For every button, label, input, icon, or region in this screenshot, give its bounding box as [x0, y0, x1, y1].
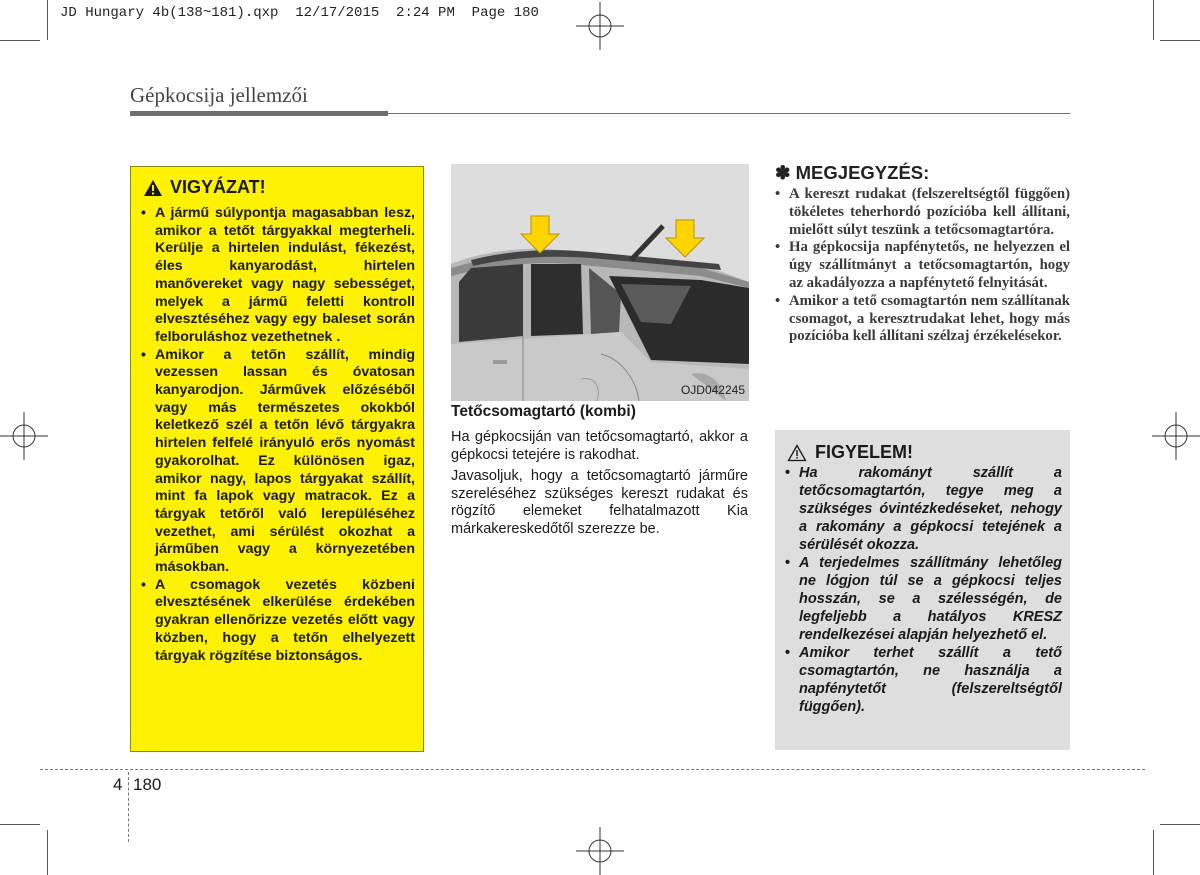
caution-item: • Ha rakományt szállít a tetőcsomagtartón, tegye meg a szükséges óvintézkedéseket, nehogy a rakomány a gépkocsi tetejének a sérülését okozza.: [785, 464, 1062, 554]
warning-triangle-icon: [143, 179, 163, 197]
roof-rack-figure: [451, 164, 749, 401]
crop-mark: [1153, 830, 1154, 875]
crop-mark: [1153, 0, 1154, 40]
footer-rule: [40, 769, 1145, 770]
note-item: • Ha gépkocsija napfénytetős, ne helyezzen el úgy szállítmányt a tetőcsomagtartón, hogy az akadályozza a napfénytető felnyitását.: [775, 239, 1070, 292]
registration-mark-icon: [576, 827, 624, 875]
warning-item: • Amikor a tetőn szállít, mindig vezessen lassan és óvatosan kanyarodjon. Járművek előzéséből vagy más természetes okokból keletkező szél a tetőn lévő tárgyakra hirtelen felfelé irányuló erős nyomást gyakorolhat. Ez különösen igaz, amikor nagy, lapos tárgyakat szállít, mint fa lapok vagy matracok. Ez a tárgyak tetőről való lerepüléséhez vezethet, ami sérülést okozhat a járműben vagy a környezetében másokban.: [141, 347, 415, 577]
header-rule: [388, 113, 1070, 114]
caution-heading: [787, 442, 913, 463]
caution-item: • Amikor terhet szállít a tető csomagtartón, ne használja a napfénytetőt (felszereltségtől függően).: [785, 644, 1062, 716]
warning-item: • A jármű súlypontja magasabban lesz, amikor a tetőt tárgyakkal megterheli. Kerülje a hirtelen indulást, fékezést, éles kanyarodást, hirtelen manővereket vagy nagy sebességet, melyek a jármű feletti kontroll elvesztéséhez vagy egy baleset során felboruláshoz vezethetnek .: [141, 205, 415, 347]
caution-list: [785, 464, 1062, 716]
chapter-number: 4: [113, 775, 123, 794]
registration-mark-icon: [1152, 412, 1200, 460]
caution-box: [775, 430, 1070, 750]
body-paragraph: Ha gépkocsiján van tetőcsomagtartó, akkor a gépkocsi tetejére is rakodhat.: [451, 429, 748, 463]
caution-title: FIGYELEM!: [815, 442, 913, 462]
crop-mark: [47, 0, 48, 40]
warning-item: • A csomagok vezetés közbeni elvesztésének elkerülése érdekében gyakran ellenőrizze vezetés előtt vagy közben, hogy a tetőn elhelyezett tárgyak rögzítése biztonságos.: [141, 577, 415, 666]
body-paragraph: Javasoljuk, hogy a tetőcsomagtartó járműre szereléséhez szükséges kereszt rudakat és rögzítő elemeket felhatalmazott Kia márkakereskedőtől szerezze be.: [451, 468, 748, 537]
crop-mark: [1160, 40, 1200, 41]
page-number: 180: [133, 775, 162, 794]
print-header: JD Hungary 4b(138~181).qxp 12/17/2015 2:24 PM Page 180: [60, 5, 539, 21]
warning-list: [141, 205, 415, 665]
running-title: Gépkocsija jellemzői: [130, 83, 308, 107]
note-item: • A kereszt rudakat (felszereltségtől függően) tökéletes teherhordó pozícióba kell állítani, mielőtt súlyt teszünk a tetőcsomagtartóra.: [775, 186, 1070, 239]
crop-mark: [0, 40, 40, 41]
warning-heading: [143, 177, 266, 198]
warning-box: [130, 166, 424, 752]
registration-mark-icon: [576, 2, 624, 50]
note-list: [775, 186, 1070, 346]
crop-mark: [1160, 824, 1200, 825]
caution-item: • A terjedelmes szállítmány lehetőleg ne lógjon túl se a gépkocsi teljes hosszán, se a szélességén, de legfeljebb a hatályos KRESZ rendelkezései alapján helyezhető el.: [785, 554, 1062, 644]
registration-mark-icon: [0, 412, 48, 460]
caution-triangle-icon: [787, 444, 807, 462]
crop-mark: [0, 824, 40, 825]
warning-title: VIGYÁZAT!: [170, 177, 266, 197]
footer-rule: [128, 772, 129, 842]
crop-mark: [47, 830, 48, 875]
figure-code: OJD042245: [680, 383, 745, 397]
header-rule: [130, 111, 388, 116]
section-heading: Tetőcsomagtartó (kombi): [451, 403, 636, 420]
car-roof-illustration: [451, 164, 749, 401]
note-item: • Amikor a tető csomagtartón nem szállítanak csomagot, a keresztrudakat lehet, hogy más pozícióba kell állítani szélzaj érzékelésekor.: [775, 293, 1070, 346]
note-heading: ✽ MEGJEGYZÉS:: [775, 162, 930, 183]
